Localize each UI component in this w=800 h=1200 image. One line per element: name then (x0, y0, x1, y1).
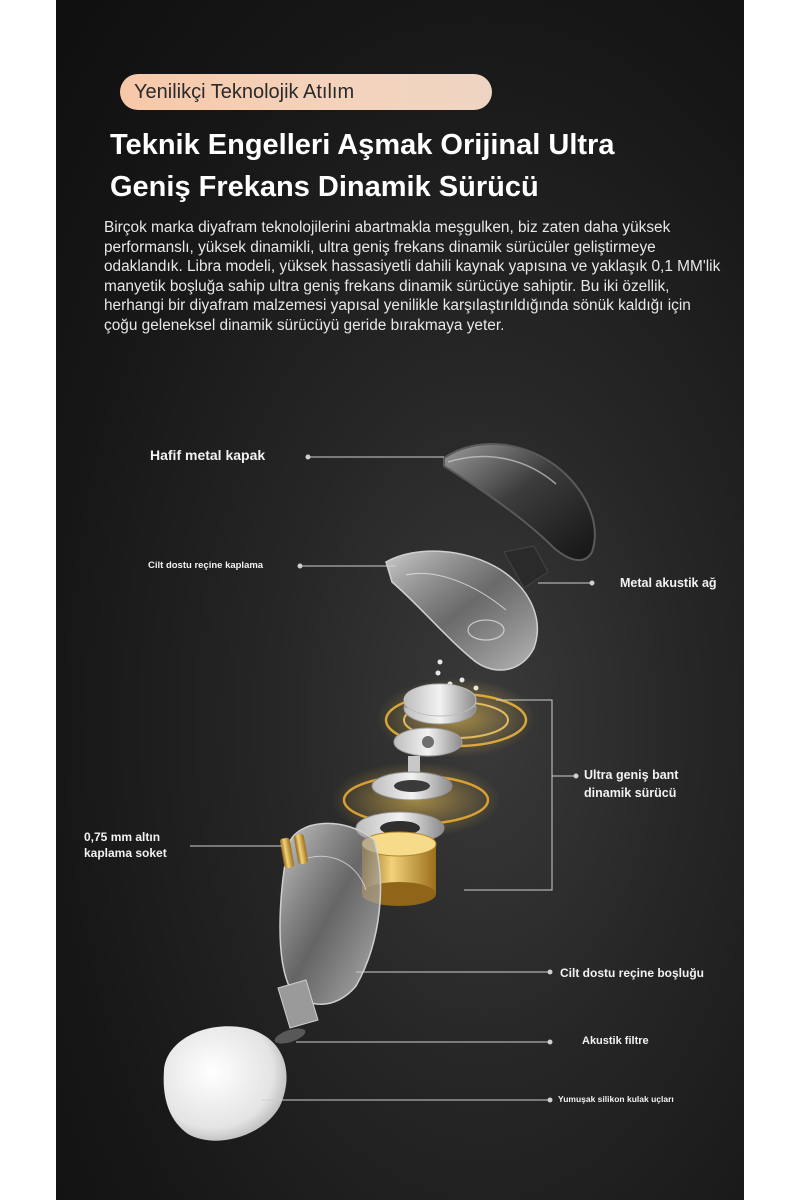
label-ear-tips: Yumuşak silikon kulak uçları (558, 1094, 674, 1104)
label-dynamic-driver (584, 766, 678, 802)
feature-badge: Yenilikçi Teknolojik Atılım (120, 74, 492, 110)
label-metal-cover: Hafif metal kapak (150, 447, 266, 463)
acoustic-filter-part (273, 1025, 307, 1046)
headline (110, 124, 670, 208)
label-dynamic-driver-line-1: Ultra geniş bant (584, 768, 679, 782)
headline-line-2: Geniş Frekans Dinamik Sürücü (110, 171, 539, 203)
intro-paragraph: Birçok marka diyafram teknolojilerini abartmakla meşgulken, biz zaten daha yüksek performanslı, yüksek dinamikli, ultra geniş frekans dinamik sürücüler geliştirmeye odaklandık. Libra modeli, yüksek hassasiyetli dahili kaynak yapısına ve yaklaşık 0,1 MM'lik manyetik boşluğa sahip ultra geniş frekans dinamik sürücüye sahiptir. Bu iki özellik, herhangi bir diyafram malzemesi yapısal yenilikle karşılaştırıldığında sönük kaldığı için çoğu geleneksel dinamik sürücüyü geride bırakmaya yeter. (104, 219, 721, 334)
label-resin-coating: Cilt dostu reçine kaplama (148, 560, 264, 571)
metal-cover-part (444, 444, 595, 560)
product-infographic (56, 0, 744, 1200)
label-acoustic-mesh: Metal akustik ağ (620, 576, 717, 590)
label-gold-socket-line-1: 0,75 mm altın (84, 830, 161, 844)
label-resin-cavity: Cilt dostu reçine boşluğu (560, 966, 705, 980)
silicone-ear-tip (164, 1026, 287, 1140)
label-dynamic-driver-line-2: dinamik sürücü (584, 786, 677, 800)
label-gold-socket (84, 829, 167, 861)
label-acoustic-filter: Akustik filtre (582, 1035, 649, 1047)
label-gold-socket-line-2: kaplama soket (84, 846, 167, 860)
headline-line-1: Teknik Engelleri Aşmak Orijinal Ultra (110, 129, 615, 161)
resin-shell-part (280, 823, 380, 1004)
